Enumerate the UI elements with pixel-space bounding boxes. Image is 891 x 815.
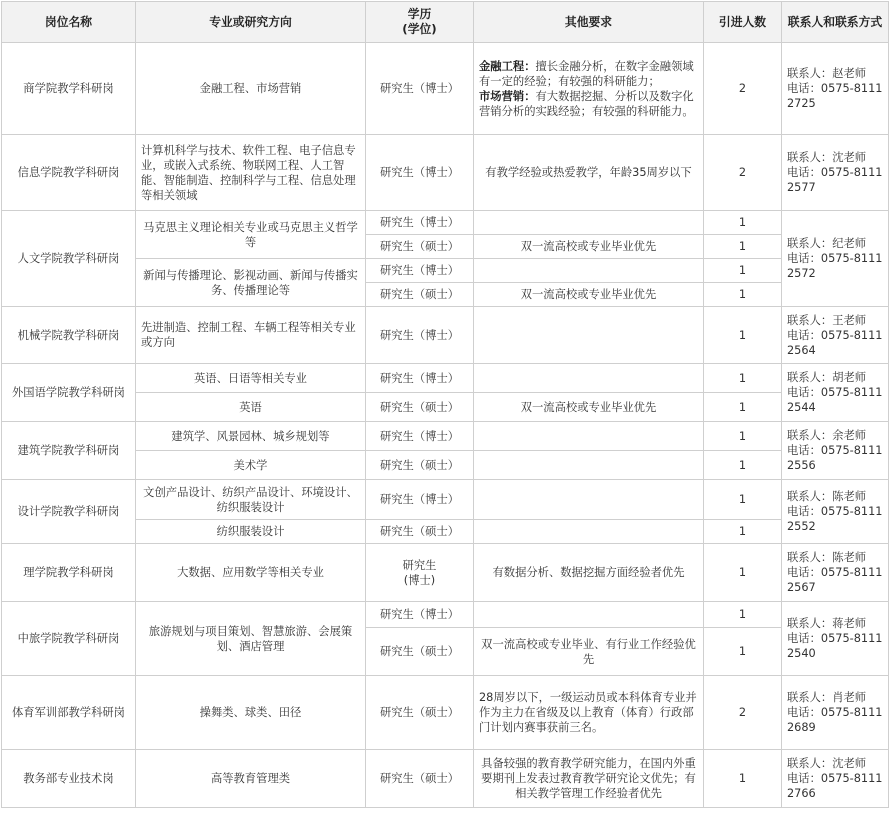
requirements-cell xyxy=(474,211,704,235)
contact-cell: 联系人：陈老师 电话：0575-81112567 xyxy=(782,544,889,602)
requirements-cell xyxy=(474,520,704,544)
post-cell: 商学院教学科研岗 xyxy=(2,43,136,135)
count-cell: 1 xyxy=(704,283,782,307)
table-row xyxy=(2,750,889,808)
table-row xyxy=(2,480,889,520)
major-cell: 英语 xyxy=(136,393,366,422)
degree-cell: 研究生（博士） xyxy=(366,307,474,364)
post-cell: 人文学院教学科研岗 xyxy=(2,211,136,307)
count-cell: 1 xyxy=(704,750,782,808)
post-cell: 建筑学院教学科研岗 xyxy=(2,422,136,480)
header-major: 专业或研究方向 xyxy=(136,2,366,43)
degree-cell: 研究生（博士） xyxy=(366,135,474,211)
table-row xyxy=(2,676,889,750)
requirements-cell xyxy=(474,364,704,393)
major-cell: 旅游规划与项目策划、智慧旅游、会展策划、酒店管理 xyxy=(136,602,366,676)
count-cell: 1 xyxy=(704,364,782,393)
table-row xyxy=(2,211,889,235)
header-contact: 联系人和联系方式 xyxy=(782,2,889,43)
post-cell: 体育军训部教学科研岗 xyxy=(2,676,136,750)
count-cell: 1 xyxy=(704,520,782,544)
degree-cell: 研究生（硕士） xyxy=(366,520,474,544)
degree-cell: 研究生（硕士） xyxy=(366,750,474,808)
degree-cell: 研究生（博士） xyxy=(366,43,474,135)
degree-cell: 研究生（硕士） xyxy=(366,283,474,307)
count-cell: 1 xyxy=(704,211,782,235)
major-cell: 英语、日语等相关专业 xyxy=(136,364,366,393)
major-cell: 大数据、应用数学等相关专业 xyxy=(136,544,366,602)
table-row xyxy=(2,135,889,211)
table-header-row xyxy=(2,2,889,43)
req-text: 有大数据挖掘、分析以及数字化营销分析的实践经验；有较强的科研能力。 xyxy=(479,89,694,118)
contact-cell: 联系人：余老师 电话：0575-81112556 xyxy=(782,422,889,480)
requirements-cell: 双一流高校或专业毕业优先 xyxy=(474,235,704,259)
requirements-cell: 双一流高校或专业毕业优先 xyxy=(474,283,704,307)
degree-cell: 研究生（博士） xyxy=(366,480,474,520)
count-cell: 1 xyxy=(704,602,782,628)
count-cell: 1 xyxy=(704,480,782,520)
requirements-cell xyxy=(474,602,704,628)
major-cell: 金融工程、市场营销 xyxy=(136,43,366,135)
post-cell: 设计学院教学科研岗 xyxy=(2,480,136,544)
table-row xyxy=(2,307,889,364)
table-row xyxy=(2,393,889,422)
recruitment-table xyxy=(1,1,889,808)
post-cell: 理学院教学科研岗 xyxy=(2,544,136,602)
count-cell: 2 xyxy=(704,676,782,750)
requirements-cell xyxy=(474,480,704,520)
contact-cell: 联系人：陈老师 电话：0575-81112552 xyxy=(782,480,889,544)
contact-cell: 联系人：沈老师 电话：0575-81112577 xyxy=(782,135,889,211)
major-cell: 美术学 xyxy=(136,451,366,480)
requirements-cell: 有数据分析、数据挖掘方面经验者优先 xyxy=(474,544,704,602)
count-cell: 1 xyxy=(704,393,782,422)
degree-cell: 研究生（博士） xyxy=(366,602,474,628)
requirements-cell xyxy=(474,307,704,364)
req-label: 金融工程： xyxy=(479,59,536,73)
post-cell: 中旅学院教学科研岗 xyxy=(2,602,136,676)
contact-cell: 联系人：王老师 电话：0575-81112564 xyxy=(782,307,889,364)
table-row xyxy=(2,43,889,135)
header-post: 岗位名称 xyxy=(2,2,136,43)
requirements-cell: 双一流高校或专业毕业、有行业工作经验优先 xyxy=(474,628,704,676)
count-cell: 1 xyxy=(704,235,782,259)
count-cell: 2 xyxy=(704,43,782,135)
table-row xyxy=(2,544,889,602)
degree-cell: 研究生（博士） xyxy=(366,422,474,451)
requirements-cell xyxy=(474,422,704,451)
req-label: 市场营销： xyxy=(479,89,536,103)
req-text: 擅长金融分析，在数字金融领域有一定的经验；有较强的科研能力； xyxy=(479,59,694,88)
contact-cell: 联系人：蒋老师 电话：0575-81112540 xyxy=(782,602,889,676)
major-cell: 先进制造、控制工程、车辆工程等相关专业或方向 xyxy=(136,307,366,364)
major-cell: 建筑学、风景园林、城乡规划等 xyxy=(136,422,366,451)
major-cell: 高等教育管理类 xyxy=(136,750,366,808)
post-cell: 教务部专业技术岗 xyxy=(2,750,136,808)
major-cell: 操舞类、球类、田径 xyxy=(136,676,366,750)
requirements-cell xyxy=(474,451,704,480)
header-requirements: 其他要求 xyxy=(474,2,704,43)
degree-cell: 研究生（硕士） xyxy=(366,393,474,422)
major-cell: 新闻与传播理论、影视动画、新闻与传播实务、传播理论等 xyxy=(136,259,366,307)
degree-cell: 研究生（博士） xyxy=(366,364,474,393)
contact-cell: 联系人：胡老师 电话：0575-81112544 xyxy=(782,364,889,422)
degree-cell: 研究生（硕士） xyxy=(366,676,474,750)
requirements-cell xyxy=(474,43,704,135)
header-degree: 学历 (学位) xyxy=(366,2,474,43)
degree-cell: 研究生 (博士) xyxy=(366,544,474,602)
table-row xyxy=(2,364,889,393)
major-cell: 计算机科学与技术、软件工程、电子信息专业，或嵌入式系统、物联网工程、人工智能、智能制造、控制科学与工程、信息处理等相关领域 xyxy=(136,135,366,211)
table-row xyxy=(2,602,889,628)
requirements-cell: 双一流高校或专业毕业优先 xyxy=(474,393,704,422)
count-cell: 1 xyxy=(704,259,782,283)
degree-cell: 研究生（硕士） xyxy=(366,451,474,480)
count-cell: 1 xyxy=(704,307,782,364)
major-cell: 文创产品设计、纺织产品设计、环境设计、纺织服装设计 xyxy=(136,480,366,520)
count-cell: 2 xyxy=(704,135,782,211)
table-row xyxy=(2,451,889,480)
count-cell: 1 xyxy=(704,422,782,451)
major-cell: 纺织服装设计 xyxy=(136,520,366,544)
degree-cell: 研究生（硕士） xyxy=(366,628,474,676)
requirements-cell xyxy=(474,259,704,283)
count-cell: 1 xyxy=(704,451,782,480)
major-cell: 马克思主义理论相关专业或马克思主义哲学等 xyxy=(136,211,366,259)
requirements-cell: 28周岁以下，一级运动员或本科体育专业并作为主力在省级及以上教育（体育）行政部门计划内赛事获前三名。 xyxy=(474,676,704,750)
degree-cell: 研究生（博士） xyxy=(366,211,474,235)
table-row xyxy=(2,259,889,283)
contact-cell: 联系人：赵老师 电话：0575-81112725 xyxy=(782,43,889,135)
requirements-cell: 具备较强的教育教学研究能力，在国内外重要期刊上发表过教育教学研究论文优先；有相关教学管理工作经验者优先 xyxy=(474,750,704,808)
count-cell: 1 xyxy=(704,544,782,602)
degree-cell: 研究生（硕士） xyxy=(366,235,474,259)
contact-cell: 联系人：沈老师 电话：0575-81112766 xyxy=(782,750,889,808)
post-cell: 机械学院教学科研岗 xyxy=(2,307,136,364)
contact-cell: 联系人：纪老师 电话：0575-81112572 xyxy=(782,211,889,307)
table-row xyxy=(2,520,889,544)
post-cell: 信息学院教学科研岗 xyxy=(2,135,136,211)
degree-cell: 研究生（博士） xyxy=(366,259,474,283)
count-cell: 1 xyxy=(704,628,782,676)
requirements-cell: 有教学经验或热爱教学，年龄35周岁以下 xyxy=(474,135,704,211)
table-row xyxy=(2,422,889,451)
post-cell: 外国语学院教学科研岗 xyxy=(2,364,136,422)
header-count: 引进人数 xyxy=(704,2,782,43)
contact-cell: 联系人：肖老师 电话：0575-81112689 xyxy=(782,676,889,750)
